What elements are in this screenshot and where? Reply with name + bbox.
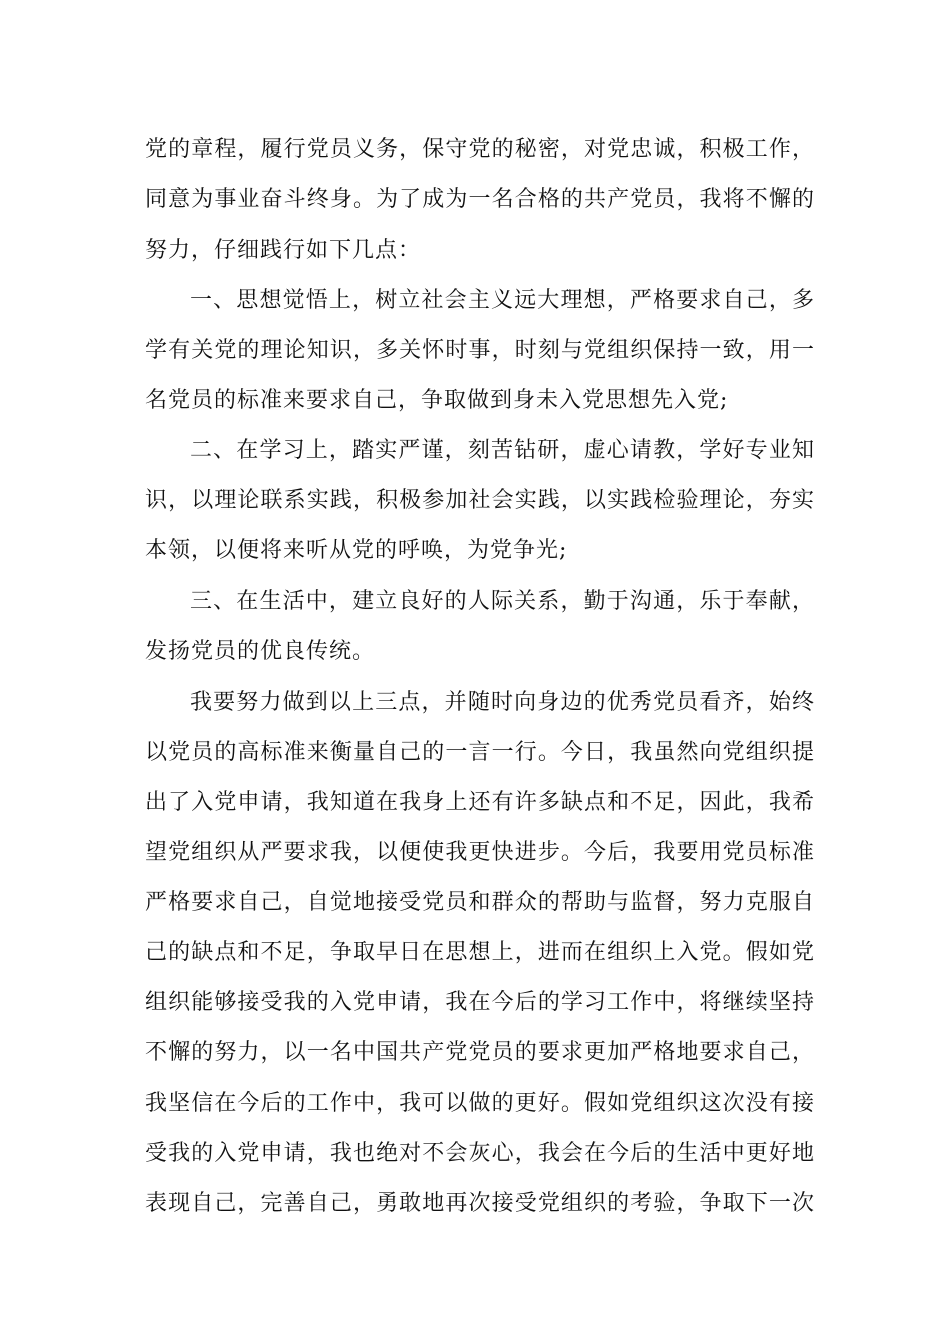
paragraph-first-line: 二、在学习上，踏实严谨，刻苦钻研，虚心请教，学好专业知 <box>190 438 815 463</box>
text-line: 本领，以便将来听从党的呼唤，为党争光; <box>145 538 568 563</box>
text-line: 受我的入党申请，我也绝对不会灰心，我会在今后的生活中更好地 <box>145 1141 815 1166</box>
text-line: 识，以理论联系实践，积极参加社会实践，以实践检验理论，夯实 <box>145 488 815 513</box>
text-line: 名党员的标准来要求自己，争取做到身未入党思想先入党; <box>145 388 729 413</box>
text-line: 严格要求自己，自觉地接受党员和群众的帮助与监督，努力克服自 <box>145 890 815 915</box>
text-line: 同意为事业奋斗终身。为了成为一名合格的共产党员，我将不懈的 <box>145 187 815 212</box>
text-line: 以党员的高标准来衡量自己的一言一行。今日，我虽然向党组织提 <box>145 740 815 765</box>
text-line: 己的缺点和不足，争取早日在思想上，进而在组织上入党。假如党 <box>145 940 815 965</box>
text-line: 出了入党申请，我知道在我身上还有许多缺点和不足，因此，我希 <box>145 790 815 815</box>
text-line: 我坚信在今后的工作中，我可以做的更好。假如党组织这次没有接 <box>145 1091 815 1116</box>
text-line: 不懈的努力，以一名中国共产党党员的要求更加严格地要求自己， <box>145 1040 815 1065</box>
text-line: 望党组织从严要求我，以便使我更快进步。今后，我要用党员标准 <box>145 840 815 865</box>
text-line: 发扬党员的优良传统。 <box>145 639 376 664</box>
paragraph-first-line: 我要努力做到以上三点，并随时向身边的优秀党员看齐，始终 <box>190 690 815 715</box>
paragraph-first-line: 三、在生活中，建立良好的人际关系，勤于沟通，乐于奉献， <box>190 589 815 614</box>
text-line: 学有关党的理论知识，多关怀时事，时刻与党组织保持一致，用一 <box>145 338 815 363</box>
paragraph-first-line: 一、思想觉悟上，树立社会主义远大理想，严格要求自己，多 <box>190 288 815 313</box>
text-line: 党的章程，履行党员义务，保守党的秘密，对党忠诚，积极工作， <box>145 137 815 162</box>
text-line: 表现自己，完善自己，勇敢地再次接受党组织的考验，争取下一次 <box>145 1191 815 1216</box>
text-line: 组织能够接受我的入党申请，我在今后的学习工作中，将继续坚持 <box>145 990 815 1015</box>
text-line: 努力，仔细践行如下几点： <box>145 238 422 263</box>
